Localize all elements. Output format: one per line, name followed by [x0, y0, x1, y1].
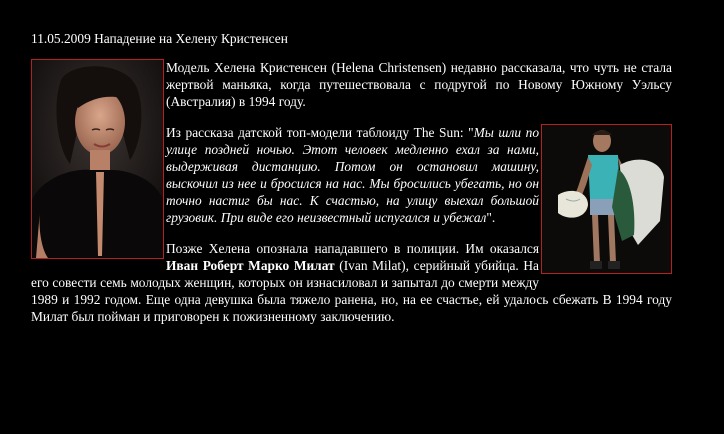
helena-photo — [31, 59, 164, 259]
outro-rest: (Ivan Milat), серийный убийца. На его совести семь молодых женщин, которых он изнасиловал и запытал до смерти между 1989 и 1992 годом. Еще одна девушка была тяжело ранена, но, на ее счастье, ей удалось сбежать В 1994 году Милат был пойман и приговорен к пожизненному заключению. — [31, 258, 672, 324]
milat-photo — [541, 124, 672, 274]
milat-photo-image — [542, 125, 671, 273]
killer-name: Иван Роберт Марко Милат — [166, 258, 335, 273]
outro-start: Позже Хелена опознала нападавшего в полиции. Им оказался — [166, 241, 539, 256]
helena-photo-image — [32, 60, 163, 258]
article-date: 11.05.2009 — [31, 31, 91, 46]
story-end: ". — [486, 210, 496, 225]
story-quote: Мы шли по улице поздней ночью. Этот человек медленно ехал за нами, выдерживая дистанцию. Потом он остановил машину, выскочил из нее и бросился на нас. Мы бросились убегать, но он точно настиг бы нас. К счастью, на улицу выехал большой грузовик. При виде его неизвестный испугался и убежал — [166, 125, 540, 225]
story-lead: Из рассказа датской топ-модели таблоиду The Sun: " — [166, 125, 474, 140]
intro-paragraph: Модель Хелена Кристенсен (Helena Christensen) недавно рассказала, что чуть не стала жертвой маньяка, когда путешествовала с подругой по Новому Южному Уэльсу (Австралия) в 1994 году. — [166, 60, 672, 109]
article — [31, 30, 672, 325]
article-heading — [31, 30, 672, 47]
article-title: Нападение на Хелену Кристенсен — [94, 31, 288, 46]
